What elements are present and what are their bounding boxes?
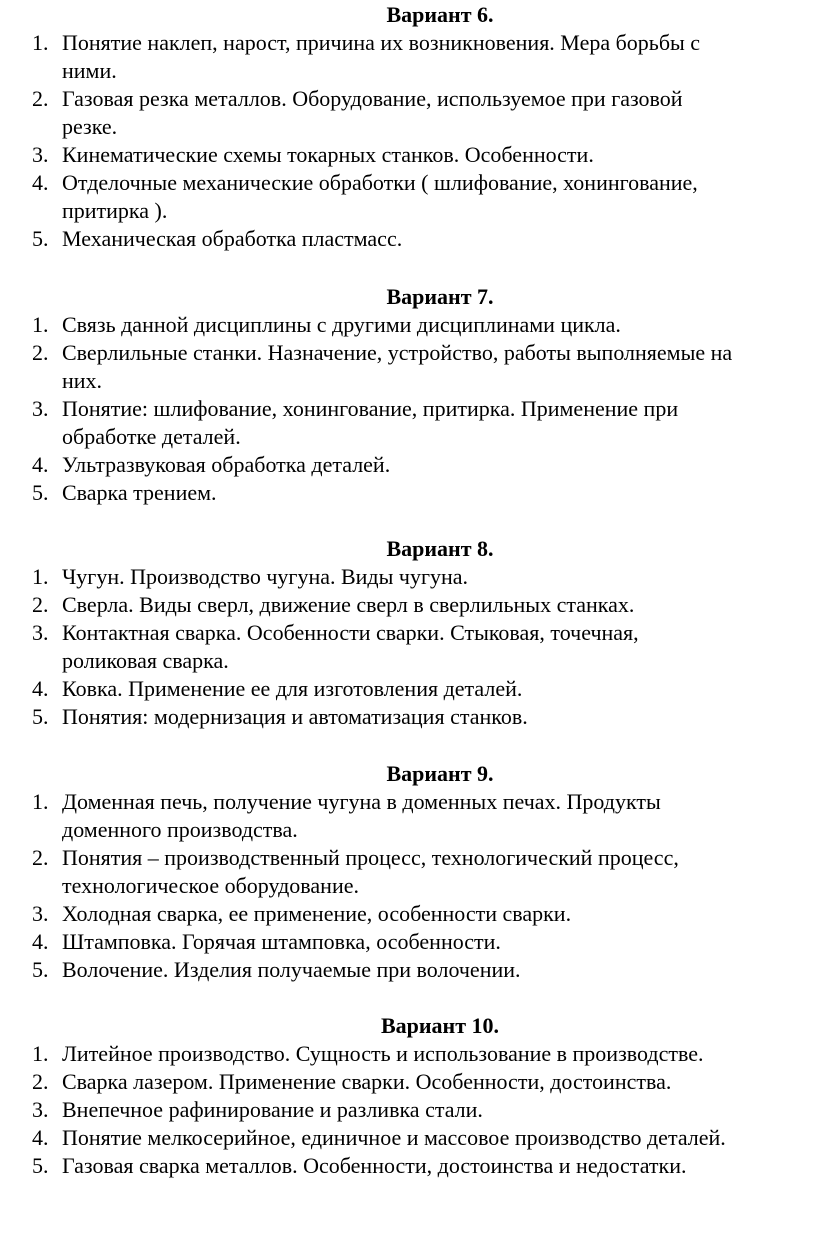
item-number: 3. bbox=[32, 396, 49, 421]
question-list bbox=[0, 29, 816, 253]
variant-title: Вариант 7. bbox=[386, 284, 494, 309]
item-text: Понятие наклеп, нарост, причина их возникновения. Мера борьбы с bbox=[62, 30, 701, 55]
item-text: Сверлильные станки. Назначение, устройство, работы выполняемые на bbox=[62, 340, 733, 365]
list-item bbox=[0, 1068, 816, 1096]
question-list bbox=[0, 788, 816, 984]
item-text: Штамповка. Горячая штамповка, особенности. bbox=[62, 929, 501, 954]
item-text: ними. bbox=[62, 58, 117, 83]
item-text: Сварка лазером. Применение сварки. Особенности, достоинства. bbox=[62, 1069, 672, 1094]
list-item bbox=[0, 1040, 816, 1068]
list-item bbox=[0, 844, 816, 900]
item-text: Понятие: шлифование, хонингование, притирка. Применение при bbox=[62, 396, 679, 421]
item-text: Сверла. Виды сверл, движение сверл в сверлильных станках. bbox=[62, 592, 635, 617]
item-number: 1. bbox=[32, 1041, 49, 1066]
item-number: 5. bbox=[32, 480, 49, 505]
list-item bbox=[0, 956, 816, 984]
item-text: роликовая сварка. bbox=[62, 648, 229, 673]
variant-7-section bbox=[0, 283, 816, 507]
item-number: 5. bbox=[32, 957, 49, 982]
list-item bbox=[0, 311, 816, 339]
item-number: 1. bbox=[32, 312, 49, 337]
list-item bbox=[0, 703, 816, 731]
list-item bbox=[0, 591, 816, 619]
item-text: Ковка. Применение ее для изготовления деталей. bbox=[62, 676, 523, 701]
item-number: 4. bbox=[32, 929, 49, 954]
item-number: 4. bbox=[32, 452, 49, 477]
list-item bbox=[0, 451, 816, 479]
item-number: 3. bbox=[32, 620, 49, 645]
item-text: Кинематические схемы токарных станков. Особенности. bbox=[62, 142, 594, 167]
item-text: Внепечное рафинирование и разливка стали. bbox=[62, 1097, 483, 1122]
question-list bbox=[0, 563, 816, 731]
item-number: 3. bbox=[32, 142, 49, 167]
item-number: 2. bbox=[32, 845, 49, 870]
list-item bbox=[0, 675, 816, 703]
item-number: 4. bbox=[32, 170, 49, 195]
list-item bbox=[0, 141, 816, 169]
item-number: 4. bbox=[32, 676, 49, 701]
item-text: Доменная печь, получение чугуна в доменных печах. Продукты bbox=[62, 789, 661, 814]
list-item bbox=[0, 479, 816, 507]
item-number: 2. bbox=[32, 1069, 49, 1094]
item-number: 3. bbox=[32, 901, 49, 926]
question-list bbox=[0, 311, 816, 507]
item-text: резке. bbox=[62, 114, 118, 139]
item-text: Контактная сварка. Особенности сварки. Стыковая, точечная, bbox=[62, 620, 639, 645]
variant-10-section bbox=[0, 1012, 816, 1180]
list-item bbox=[0, 1096, 816, 1124]
item-text: Холодная сварка, ее применение, особенности сварки. bbox=[62, 901, 572, 926]
item-text: Газовая сварка металлов. Особенности, достоинства и недостатки. bbox=[62, 1153, 687, 1178]
list-item bbox=[0, 900, 816, 928]
item-text: Понятия – производственный процесс, технологический процесс, bbox=[62, 845, 679, 870]
list-item bbox=[0, 563, 816, 591]
item-text: них. bbox=[62, 368, 103, 393]
item-text: доменного производства. bbox=[62, 817, 298, 842]
item-number: 2. bbox=[32, 592, 49, 617]
item-number: 2. bbox=[32, 340, 49, 365]
item-text: технологическое оборудование. bbox=[62, 873, 359, 898]
item-number: 3. bbox=[32, 1097, 49, 1122]
item-text: обработке деталей. bbox=[62, 424, 241, 449]
list-item bbox=[0, 1152, 816, 1180]
variant-title: Вариант 8. bbox=[386, 536, 494, 561]
item-text: Чугун. Производство чугуна. Виды чугуна. bbox=[62, 564, 469, 589]
question-list bbox=[0, 1040, 816, 1180]
list-item bbox=[0, 85, 816, 141]
list-item bbox=[0, 29, 816, 85]
list-item bbox=[0, 1124, 816, 1152]
list-item bbox=[0, 225, 816, 253]
variant-title: Вариант 6. bbox=[386, 2, 494, 27]
item-number: 5. bbox=[32, 704, 49, 729]
list-item bbox=[0, 395, 816, 451]
variant-8-section bbox=[0, 535, 816, 731]
item-text: притирка ). bbox=[62, 198, 168, 223]
item-text: Литейное производство. Сущность и использование в производстве. bbox=[62, 1041, 704, 1066]
item-number: 1. bbox=[32, 564, 49, 589]
variant-9-section bbox=[0, 760, 816, 984]
list-item bbox=[0, 788, 816, 844]
item-number: 5. bbox=[32, 1153, 49, 1178]
item-text: Волочение. Изделия получаемые при волочении. bbox=[62, 957, 521, 982]
variant-6-section bbox=[0, 1, 816, 253]
item-number: 5. bbox=[32, 226, 49, 251]
list-item bbox=[0, 928, 816, 956]
item-text: Ультразвуковая обработка деталей. bbox=[62, 452, 391, 477]
item-text: Понятия: модернизация и автоматизация станков. bbox=[62, 704, 528, 729]
variant-title: Вариант 10. bbox=[380, 1013, 500, 1038]
item-number: 4. bbox=[32, 1125, 49, 1150]
item-text: Газовая резка металлов. Оборудование, используемое при газовой bbox=[62, 86, 683, 111]
item-text: Связь данной дисциплины с другими дисциплинами цикла. bbox=[62, 312, 621, 337]
item-text: Понятие мелкосерийное, единичное и массовое производство деталей. bbox=[62, 1125, 726, 1150]
list-item bbox=[0, 339, 816, 395]
item-text: Сварка трением. bbox=[62, 480, 217, 505]
item-text: Отделочные механические обработки ( шлифование, хонингование, bbox=[62, 170, 698, 195]
item-number: 2. bbox=[32, 86, 49, 111]
list-item bbox=[0, 619, 816, 675]
list-item bbox=[0, 169, 816, 225]
item-text: Механическая обработка пластмасс. bbox=[62, 226, 403, 251]
item-number: 1. bbox=[32, 789, 49, 814]
item-number: 1. bbox=[32, 30, 49, 55]
variant-title: Вариант 9. bbox=[386, 761, 494, 786]
